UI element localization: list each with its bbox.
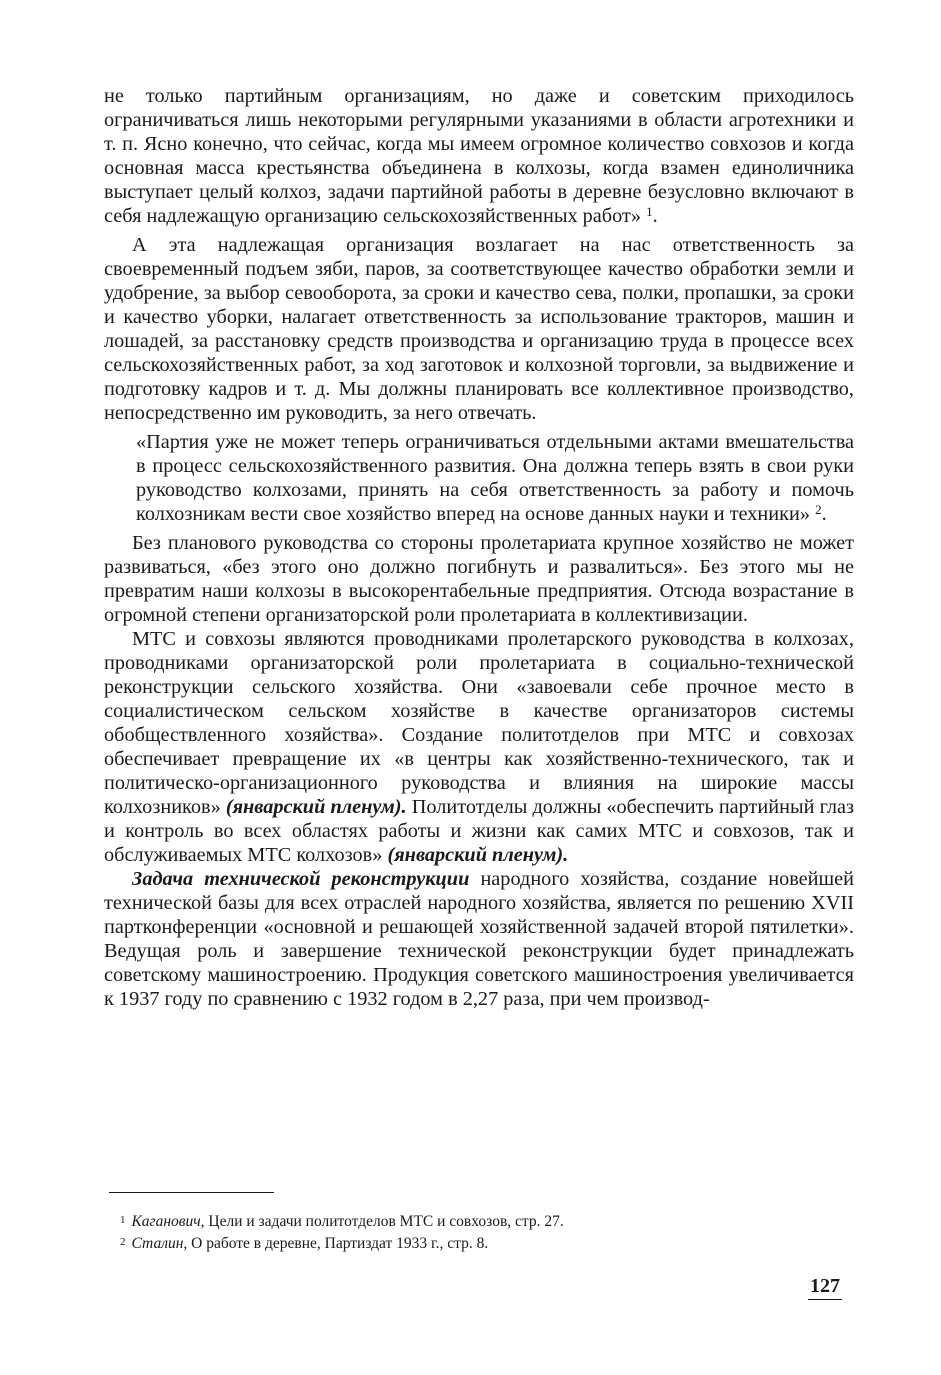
footnote-2: 2 Сталин, О работе в деревне, Партиздат 1933 г., стр. 8. (120, 1235, 489, 1252)
footnotes (120, 1210, 840, 1254)
footnote-ref-2: 2 (815, 502, 822, 517)
plenum-reference-2: (январский пленум). (387, 844, 569, 866)
emphasis-technical-reconstruction: Задача технической реконструкции (132, 868, 470, 890)
page-number: 127 (808, 1275, 842, 1300)
plenum-reference-1: (январский пленум). (225, 796, 407, 818)
paragraph-1: не только партийным организациям, но даже и советским приходилось ограничиваться лишь некоторыми регулярными указаниями в области агротехники и т. п. Ясно конечно, что сейчас, когда мы имеем огромное количество совхозов и когда основная масса крестьянства объединена в колхозы, когда взамен единоличника выступает целый колхоз, задачи партийной работы в деревне безусловно включают в себя надлежащую организацию сельскохозяйственных работ» $^1$. (104, 85, 854, 227)
paragraph-6: Задача технической реконструкции народного хозяйства, создание новейшей технической базы для всех отраслей народного хозяйства, является по решению XVII партконференции «основной и решающей хозяйственной задачей второй пятилетки». Ведущая роль и завершение технической реконструкции будет принадлежать советскому машиностроению. Продукция советского машиностроения увеличивается к 1937 году по сравнению с 1932 годом в 2,27 раза, при чем производ- (104, 868, 855, 1010)
quote-paragraph: «Партия уже не может теперь ограничиваться отдельными актами вмешательства в процесс сельскохозяйственного развития. Она должна теперь взять в свои руки руководство колхозами, принять на себя ответственность за работу и помочь колхозникам вести свое хозяйство вперед на основе данных науки и техники» $^2$. (136, 431, 854, 525)
paragraph-4: Без планового руководства со стороны пролетариата крупное хозяйство не может развиваться, «без этого оно должно погибнуть и развалиться». Без этого мы не превратим наши колхозы в высокорентабельные предприятия. Отсюда возрастание в огромной степени организаторской роли пролетариата в коллективизации. (104, 532, 854, 626)
footnote-1: 1 Каганович, Цели и задачи политотделов МТС и совхозов, стр. 27. (120, 1213, 564, 1230)
paragraph-5: МТС и совхозы являются проводниками пролетарского руководства в колхозах, проводниками организаторской роли пролетариата в социально-технической реконструкции сельского хозяйства. Они «завоевали себе прочное место в социалистическом сельском хозяйстве в качестве организаторов системы обобществленного хозяйства». Создание политотделов при МТС и совхозах обеспечивает превращение их «в центры как хозяйственно-технического, так и политическо-организационного руководства и влияния на широкие массы колхозников» (январский пленум). Политотделы должны «обеспечить партийный глаз и контроль во всех областях работы и жизни как самих МТС и совхозов, так и обслуживаемых МТС колхозов» (январский пленум). (104, 628, 854, 866)
main-text (104, 84, 854, 1011)
footnote-ref-1: 1 (646, 204, 653, 219)
paragraph-2: А эта надлежащая организация возлагает на нас ответственность за своевременный подъем зяби, паров, за соответствующее качество обработки земли и удобрение, за выбор севооборота, за сроки и качество сева, полки, пропашки, за сроки и качество уборки, налагает ответственность за использование тракторов, машин и лошадей, за расстановку средств производства и организацию труда в процессе всех сельскохозяйственных работ, за ход заготовок и колхозной торговли, за выдвижение и подготовку кадров и т. д. Мы должны планировать все коллективное производство, непосредственно им руководить, за него отвечать. (104, 234, 854, 424)
footnote-divider (109, 1192, 274, 1193)
